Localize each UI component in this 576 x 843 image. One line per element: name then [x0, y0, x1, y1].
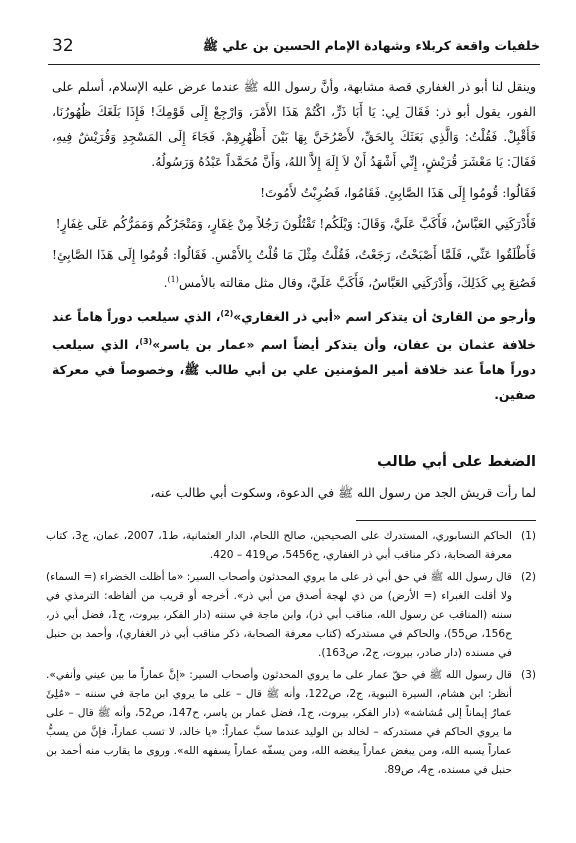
footnote-ref-2: (2): [220, 309, 234, 319]
paragraph-remember: [52, 301, 536, 407]
paragraph-quote-2: فَأَدْرَكَنِي العَبَّاسُ، فَأَكَبَّ عَلَيَّ، وَقَالَ: وَيْلَكُم! تَقْتُلُونَ رَجُلاً مِنْ غِفَارٍ، وَمَتْجَرُكُم وَمَمَرُّكُم عَلَى غِفَارٍ!: [55, 216, 536, 231]
footnote: [46, 527, 536, 565]
page-header: [52, 36, 540, 62]
paragraph-quote-1: فَقَالُوا: قُومُوا إِلَى هَذَا الصَّابِئِ. فَقَامُوا، فَضُرِبْتُ لأَمُوتَ!: [260, 185, 536, 200]
running-title: خلفيات واقعة كربلاء وشهادة الإمام الحسين بن علي ﷺ: [202, 38, 540, 53]
footnote: [46, 666, 536, 780]
footnotes-rule: [356, 520, 536, 521]
quote-3-text: فَأَطْلَقُوا عَنِّي، فَلَمَّا أَصْبَحْتُ، رَجَعْتُ، فَقُلْتُ مِثْلَ مَا قُلْتُ بِالأَمْسِ. فَقَالُوا: قُومُوا إِلَى هَذَا الصَّابِئِ! فَصُنِعَ بِي كَذَلِكَ، وَأَدْرَكَنِي العَبَّاسُ، فَأَكَبَّ عَلَيَّ، وقال مثل مقالته بالأمس: [52, 247, 536, 291]
footnote-ref-1: (1): [167, 275, 179, 284]
paragraph-intro: وينقل لنا أبو ذر الغفاري قصة مشابهة، وأنَّ رسول الله ﷺ عندما عرض عليه الإسلام، أسلم على الفور، يقول أبو ذر: فَقَالَ لِي: يَا أَبَا ذَرٍّ، اكْتُمْ هَذَا الأَمْرَ، وَارْجِعْ إِلَى قَوْمِكَ! فَإِذَا بَلَغَكَ ظُهُورُنَا، فَأَقْبِلْ. فَقُلْتُ: وَالَّذِي بَعَثَكَ بِالحَقِّ، لأَصْرُخَنَّ بِهَا بَيْنَ أَظْهُرِهِمْ. فَجَاءَ إِلَى المَسْجِدِ وَقُرَيْشٌ فِيهِ، فَقَالَ: يَا مَعْشَرَ قُرَيْشٍ، إِنِّي أَشْهَدُ أَنْ لاَ إِلَهَ إِلاَّ اللهُ، وَأَنَّ مُحَمَّداً عَبْدُهُ وَرَسُولُهُ.: [52, 79, 536, 169]
footnotes: [46, 527, 536, 783]
footnote-text: قال رسول الله ﷺ في حقّ عمار على ما يروي المحدثون وأصحاب السير: «إنَّ عماراً ما بين عيني وأنفي». أنظر: ابن هشام، السيرة النبوية، ج2، ص122، وأنه ﷺ قال – على ما يروي ابن ماجة في سننه – «مُلِئَ عمارٌ إيماناً إلى مُشاشه» (دار الفكر، بيروت، ج1، فضل عمار بن ياسر، ح147، ص52، وأنه ﷺ قال – على ما يروي الحاكم في مستدركه – لخالد بن الوليد عندما سبَّ عماراً: «يا خالد، لا تسب عماراً، فإنَّ من يسبُّ عماراً يسبه الله، ومن يبغض عماراً يبغضه الله، ومن يسفّه عماراً يسفهه الله». وروى ما يقارب منه أحمد بن حنبل في مسنده، ج4، ص89.: [46, 669, 512, 776]
footnote-number: (3): [520, 669, 536, 681]
body-text: [52, 74, 536, 413]
section-heading: الضغط على أبي طالب: [376, 454, 536, 470]
header-rule: [48, 64, 540, 65]
footnote-number: (1): [520, 530, 536, 542]
quote-3-tail: .: [163, 275, 168, 291]
section-paragraph: لما رأت قريش الجد من رسول الله ﷺ في الدعوة، وسكوت أبي طالب عنه،: [150, 485, 536, 500]
footnote-number: (2): [520, 571, 536, 583]
remember-middle: ، الذي سيلعب دوراً هاماً عند خلافة عثمان بن عفان، وأن يتذكر أيضاً اسم «عمار بن ياسر»: [52, 309, 536, 353]
paragraph-quote-3: [52, 242, 536, 295]
remember-before: وأرجو من القارئ أن يتذكر اسم «أبي ذر الغفاري»: [233, 309, 536, 325]
footnote-text: قال رسول الله ﷺ في حق أبي ذر على ما يروي المحدثون وأصحاب السير: «ما أظلت الخضراء (= السماء) ولا أقلت الغبراء (= الأرض) من ذي لهجة أصدق من أبي ذر». أخرجه أو قريب من ألفاظه: الترمذي في سننه (المناقب عن رسول الله، مناقب أبي ذر)، وابن ماجة في سننه (دار الفكر، بيروت، ج1، فضل أبي ذر، ح156، ص55)، والحاكم في مستدركه (كتاب معرفة الصحابة، ذكر مناقب أبي ذر الغفاري)، وأحمد بن حنبل في مسنده (دار صادر، بيروت، ج2، ص163).: [46, 571, 512, 659]
footnote: [46, 568, 536, 663]
footnote-ref-3: (3): [139, 337, 153, 347]
page-number: 32: [52, 36, 74, 56]
footnote-text: الحاكم النسابوري، المستدرك على الصحيحين، صالح اللحام، الدار العثمانية، ط1، 2007، عمان، ج3، كتاب معرفة الصحابة، ذكر مناقب أبي ذر الغفاري، ح5456، ص419 – 420.: [46, 530, 512, 561]
remember-after: ، الذي سيلعب دوراً هاماً عند خلافة أمير المؤمنين علي بن أبي طالب ﷺ، وخصوصاً في معركة صفين.: [52, 337, 536, 403]
